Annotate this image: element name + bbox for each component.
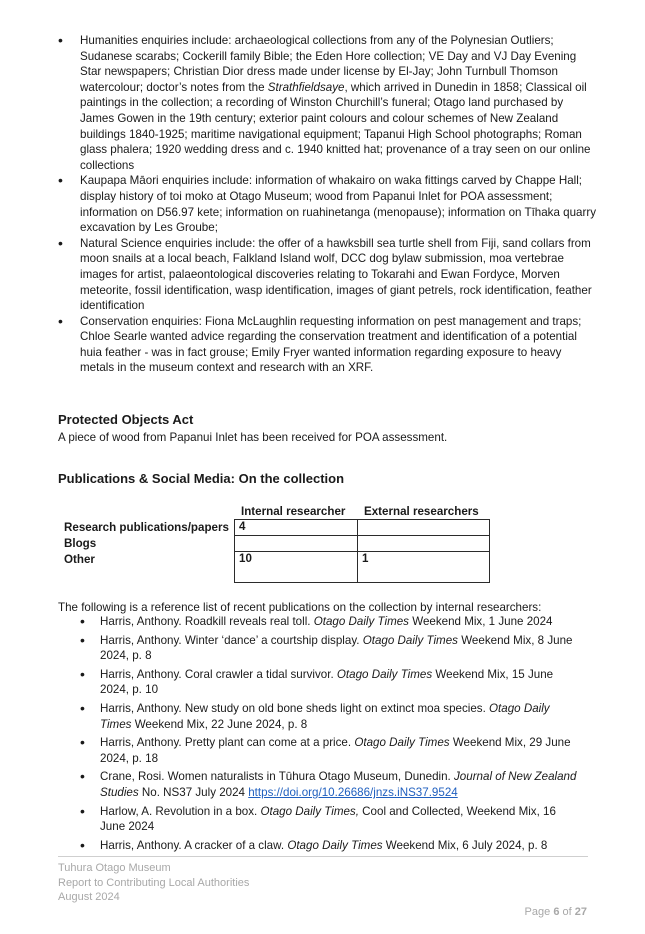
enquiry-kaupapa-maori: • Kaupapa Māori enquiries include: information of whakairo on waka fittings carved by Chappe Hall; display history of toi moko at Otago Museum; wood from Papanui Inlet for POA assessment; information on D56.97 kete; information on ruahinetanga (menopause); information on Tīhaka quarry excavation by Les Groube; — [58, 173, 598, 235]
reference-item: • Harris, Anthony. A cracker of a claw. Otago Daily Times Weekend Mix, 6 July 2024, p. 8 — [80, 838, 580, 854]
cell-blogs-internal — [234, 535, 358, 552]
row-label-other: Other — [64, 553, 95, 566]
reference-item: • Crane, Rosi. Women naturalists in Tūhura Otago Museum, Dunedin. Journal of New Zealand Studies No. NS37 July 2024 https://doi.org/10.26686/jnzs.iNS37.9524 — [80, 769, 580, 800]
reference-item: • Harris, Anthony. New study on old bone sheds light on extinct moa species. Otago Daily Times Weekend Mix, 22 June 2024, p. 8 — [80, 701, 580, 732]
footer-org: Tuhura Otago Museum — [58, 862, 171, 874]
page-number: Page 6 of 27 — [524, 906, 587, 918]
reference-item: • Harris, Anthony. Pretty plant can come at a price. Otago Daily Times Weekend Mix, 29 June 2024, p. 18 — [80, 735, 580, 766]
poa-heading: Protected Objects Act — [58, 412, 194, 427]
cell-other-internal: 10 — [234, 551, 358, 583]
enquiry-natural-science: • Natural Science enquiries include: the offer of a hawksbill sea turtle shell from Fiji, sand collars from moon snails at a local beach, Falkland Island wolf, DCC dog bylaw submission, moa vertebrae images for artist, palaeontological discoveries relating to Tokarahi and Ewan Fordyce, Morven meteorite, fossil identification, wasp identification, images of giant petrels, rock identification, feather identification — [58, 236, 598, 314]
publications-heading: Publications & Social Media: On the collection — [58, 471, 345, 486]
reference-item: • Harris, Anthony. Roadkill reveals real toll. Otago Daily Times Weekend Mix, 1 June 2024 — [80, 614, 580, 630]
poa-text: A piece of wood from Papanui Inlet has been received for POA assessment. — [58, 431, 448, 444]
row-label-research: Research publications/papers — [64, 521, 229, 534]
enquiry-conservation: • Conservation enquiries: Fiona McLaughlin requesting information on pest management and traps; Chloe Searle wanted advice regarding the conservation treatment and identification of a potential huia feather - was in fact grouse; Emily Fryer wanted information regarding exposure to heavy metals in the museum context and research with an XRF. — [58, 314, 598, 376]
footer — [58, 861, 249, 905]
col-header-internal: Internal researcher — [241, 505, 346, 518]
references-list — [80, 614, 580, 856]
cell-research-external — [357, 519, 490, 536]
reference-item: • Harris, Anthony. Winter ‘dance’ a courtship display. Otago Daily Times Weekend Mix, 8 June 2024, p. 8 — [80, 633, 580, 664]
enquiries-list — [58, 33, 598, 376]
enquiry-humanities: • Humanities enquiries include: archaeological collections from any of the Polynesian Outliers; Sudanese scarabs; Cockerill family Bible; the Eden Hore collection; VE Day and VJ Day Evening Star newspapers; Christian Dior dress made under license by El-Jay; John Turnbull Thomson watercolour; doctor’s notes from the Strathfieldsaye, which arrived in Dunedin in 1858; Classical oil paintings in the collection; a recording of Winston Churchill’s funeral; Otago land purchased by James Gowen in the 19th century; exterior paint colours and colour schemes of New Zealand buildings 1840-1925; maritime navigational equipment; Tapanui High School photographs; Roman glass phalera; 1920 wedding dress and c. 1940 knitted hat; provenance of a tray seen on our online collections — [58, 33, 598, 173]
cell-blogs-external — [357, 535, 490, 552]
footer-divider — [58, 856, 588, 857]
cell-other-external: 1 — [357, 551, 490, 583]
row-label-blogs: Blogs — [64, 537, 97, 550]
publications-table — [234, 519, 490, 583]
footer-date: August 2024 — [58, 891, 120, 903]
cell-research-internal: 4 — [234, 519, 358, 536]
reference-item: • Harris, Anthony. Coral crawler a tidal survivor. Otago Daily Times Weekend Mix, 15 June 2024, p. 10 — [80, 667, 580, 698]
references-intro: The following is a reference list of recent publications on the collection by internal researchers: — [58, 601, 542, 614]
reference-item: • Harlow, A. Revolution in a box. Otago Daily Times, Cool and Collected, Weekend Mix, 16 June 2024 — [80, 804, 580, 835]
col-header-external: External researchers — [364, 505, 479, 518]
footer-report: Report to Contributing Local Authorities — [58, 876, 250, 889]
doi-link[interactable]: https://doi.org/10.26686/jnzs.iNS37.9524 — [248, 785, 458, 799]
